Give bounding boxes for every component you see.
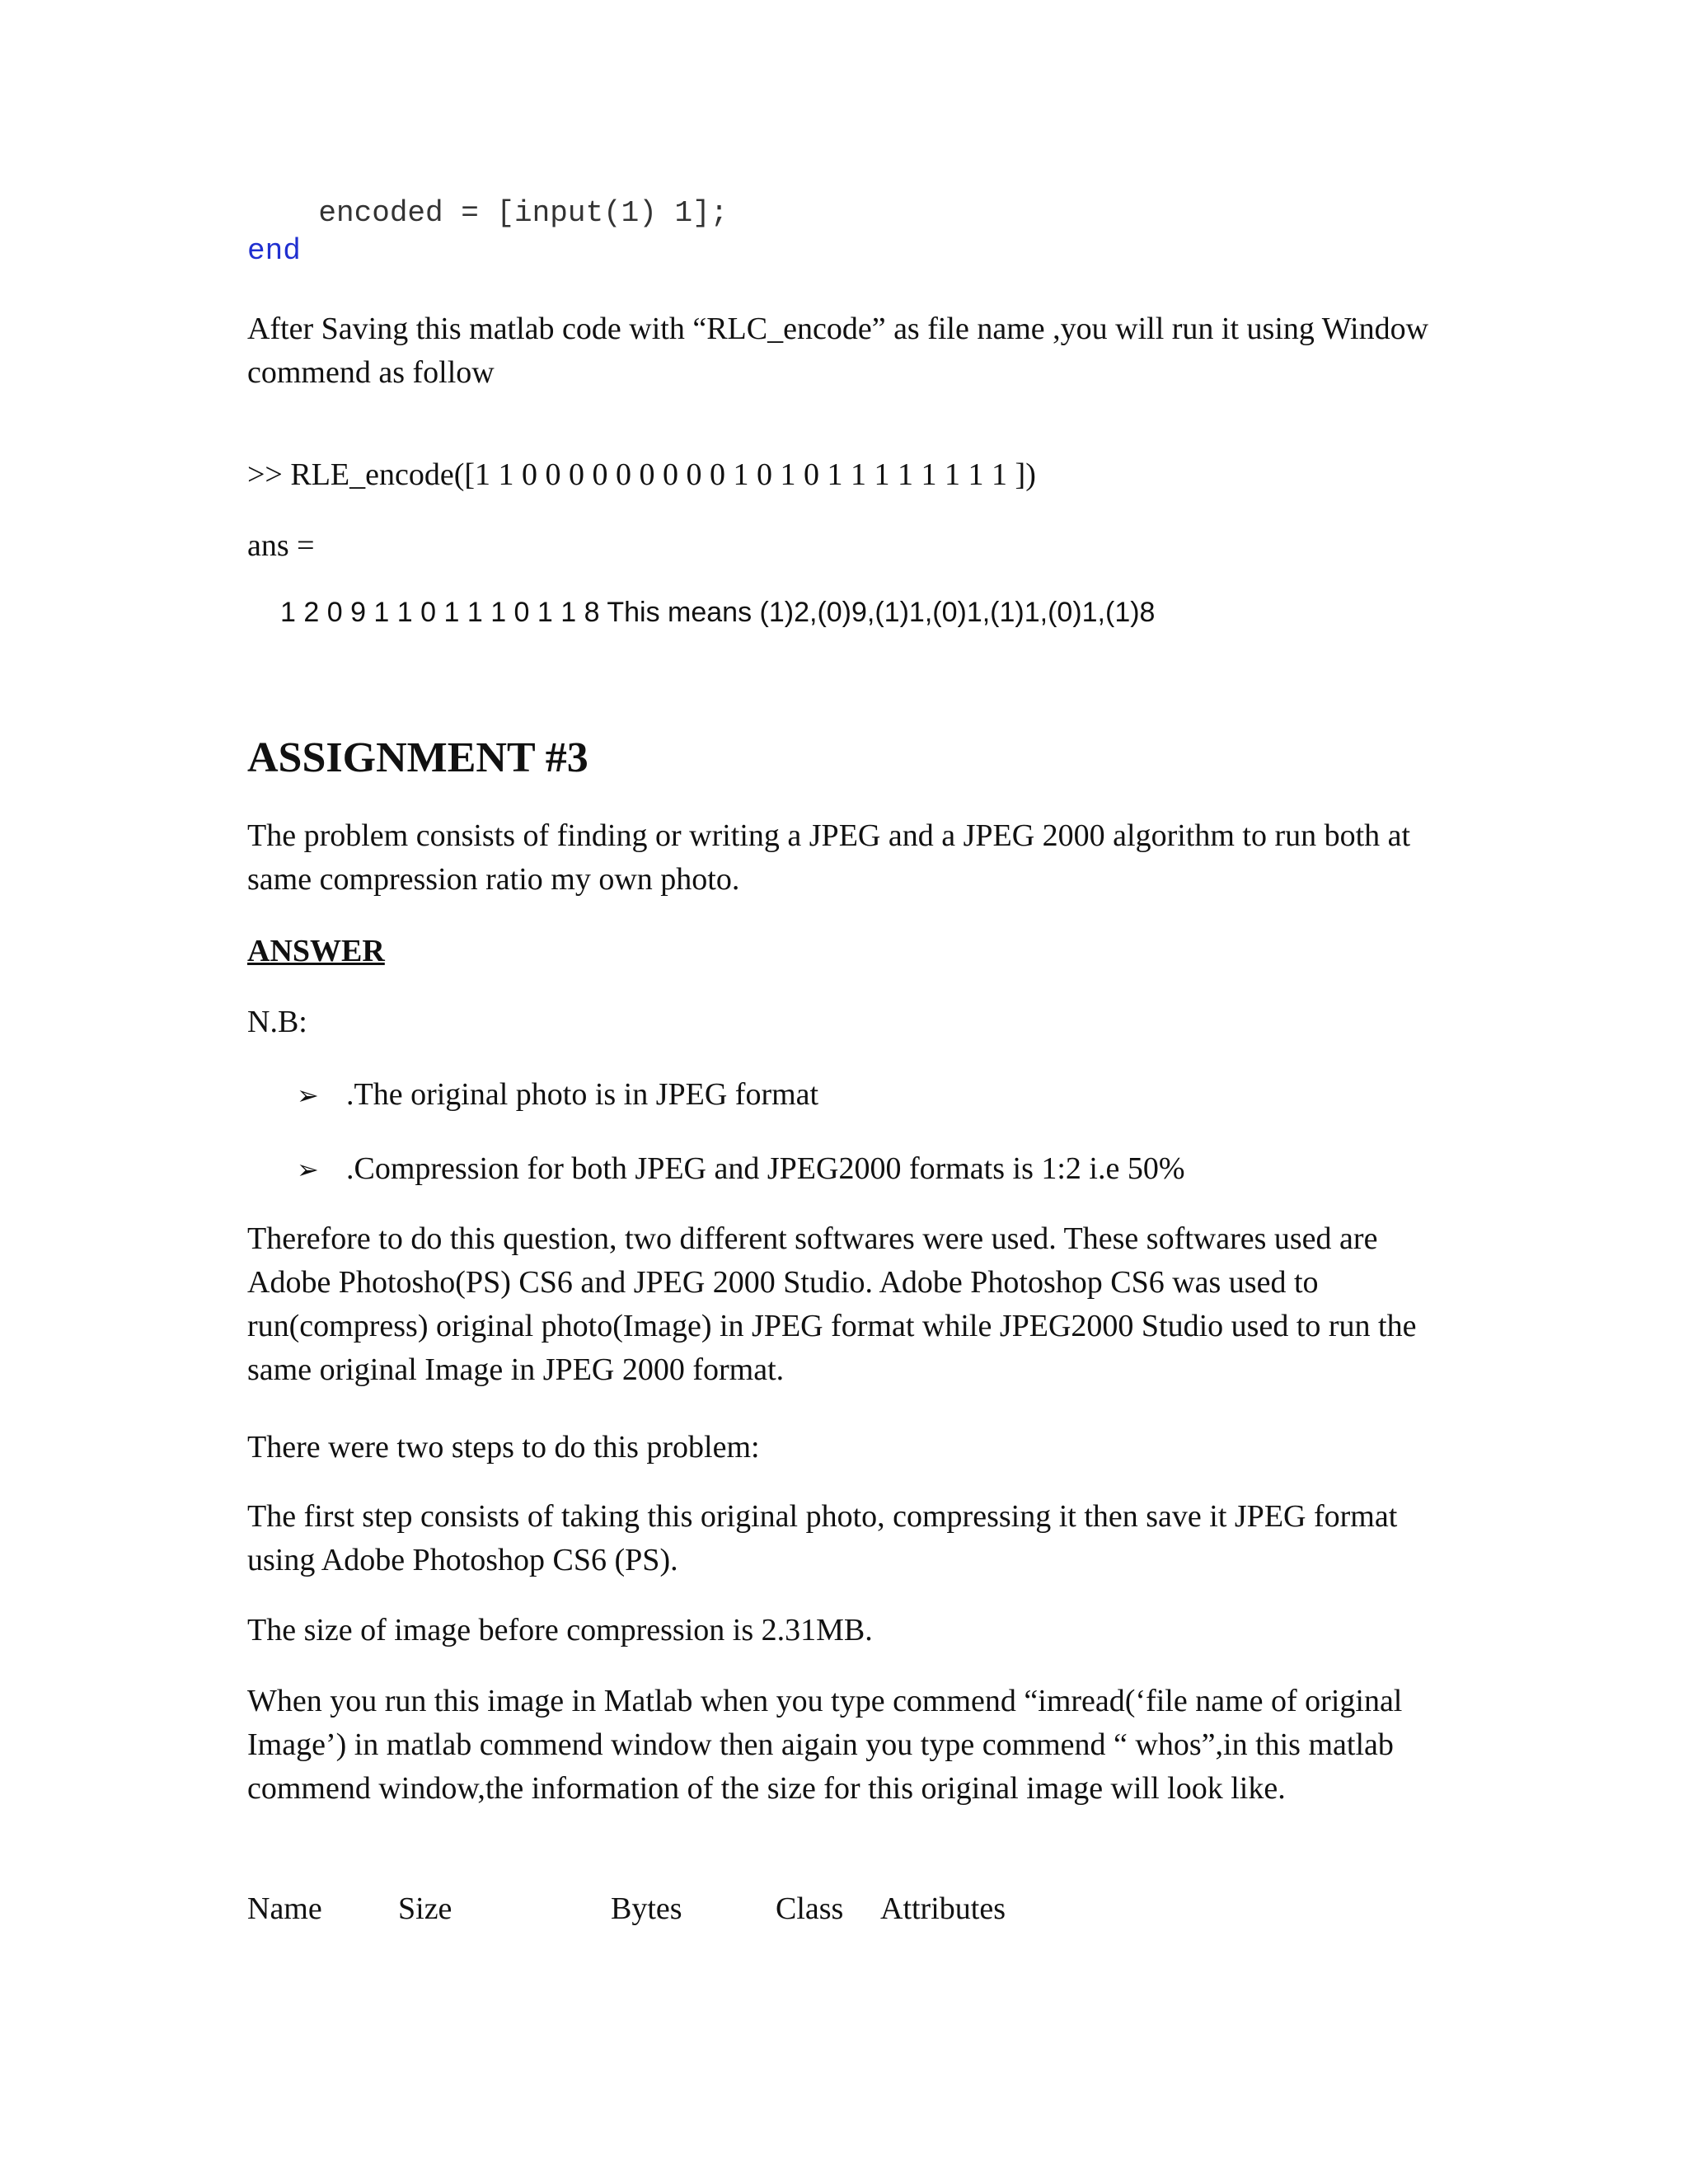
code-line: encoded = [input(1) 1]; — [247, 196, 729, 230]
assignment-heading: ASSIGNMENT #3 — [247, 734, 588, 781]
arrowhead-bullet-icon: ➢ — [297, 1154, 319, 1185]
ans-label: ans = — [247, 528, 315, 563]
bullet-text: .Compression for both JPEG and JPEG2000 formats is 1:2 i.e 50% — [346, 1151, 1185, 1186]
table-header-class: Class — [776, 1891, 844, 1926]
first-step-paragraph: The first step consists of taking this original photo, compressing it then save it JPEG format using Adobe Photoshop CS6 (PS). — [247, 1499, 1398, 1577]
intro-paragraph: After Saving this matlab code with “RLC_encode” as file name ,you will run it using Window commend as follow — [247, 312, 1429, 390]
size-paragraph: The size of image before compression is 2.31MB. — [247, 1613, 873, 1647]
bullet-item — [297, 1073, 818, 1118]
table-header-bytes: Bytes — [611, 1891, 682, 1926]
table-header-attributes: Attributes — [880, 1891, 1006, 1926]
answer-label: ANSWER — [247, 934, 385, 968]
code-keyword-end: end — [247, 234, 301, 268]
matlab-command: >> RLE_encode([1 1 0 0 0 0 0 0 0 0 0 1 0 1 0 1 1 1 1 1 1 1 1 ]) — [247, 457, 1036, 492]
arrowhead-bullet-icon: ➢ — [297, 1080, 319, 1111]
ans-values: 1 2 0 9 1 1 0 1 1 1 0 1 1 8 This means (1)2,(0)9,(1)1,(0)1,(1)1,(0)1,(1)8 — [280, 597, 1156, 628]
table-header-size: Size — [398, 1891, 452, 1926]
bullet-text: .The original photo is in JPEG format — [346, 1077, 819, 1112]
nb-label: N.B: — [247, 1005, 307, 1039]
problem-paragraph: The problem consists of finding or writing a JPEG and a JPEG 2000 algorithm to run both at same compression ratio my own photo. — [247, 818, 1411, 897]
software-paragraph: Therefore to do this question, two different softwares were used. These softwares used are Adobe Photosho(PS) CS6 and JPEG 2000 Studio. Adobe Photoshop CS6 was used to run(compress) original photo(Image) in JPEG format while JPEG2000 Studio used to run the same original Image in JPEG 2000 format. — [247, 1221, 1417, 1387]
table-header-name: Name — [247, 1891, 322, 1926]
matlab-paragraph: When you run this image in Matlab when you type commend “imread(‘file name of original Image’) in matlab commend window then aigain you type commend “ whos”,in this matlab commend window,the information of the size for this original image will look like. — [247, 1684, 1403, 1806]
bullet-item — [297, 1147, 1185, 1192]
steps-paragraph: There were two steps to do this problem: — [247, 1430, 760, 1465]
